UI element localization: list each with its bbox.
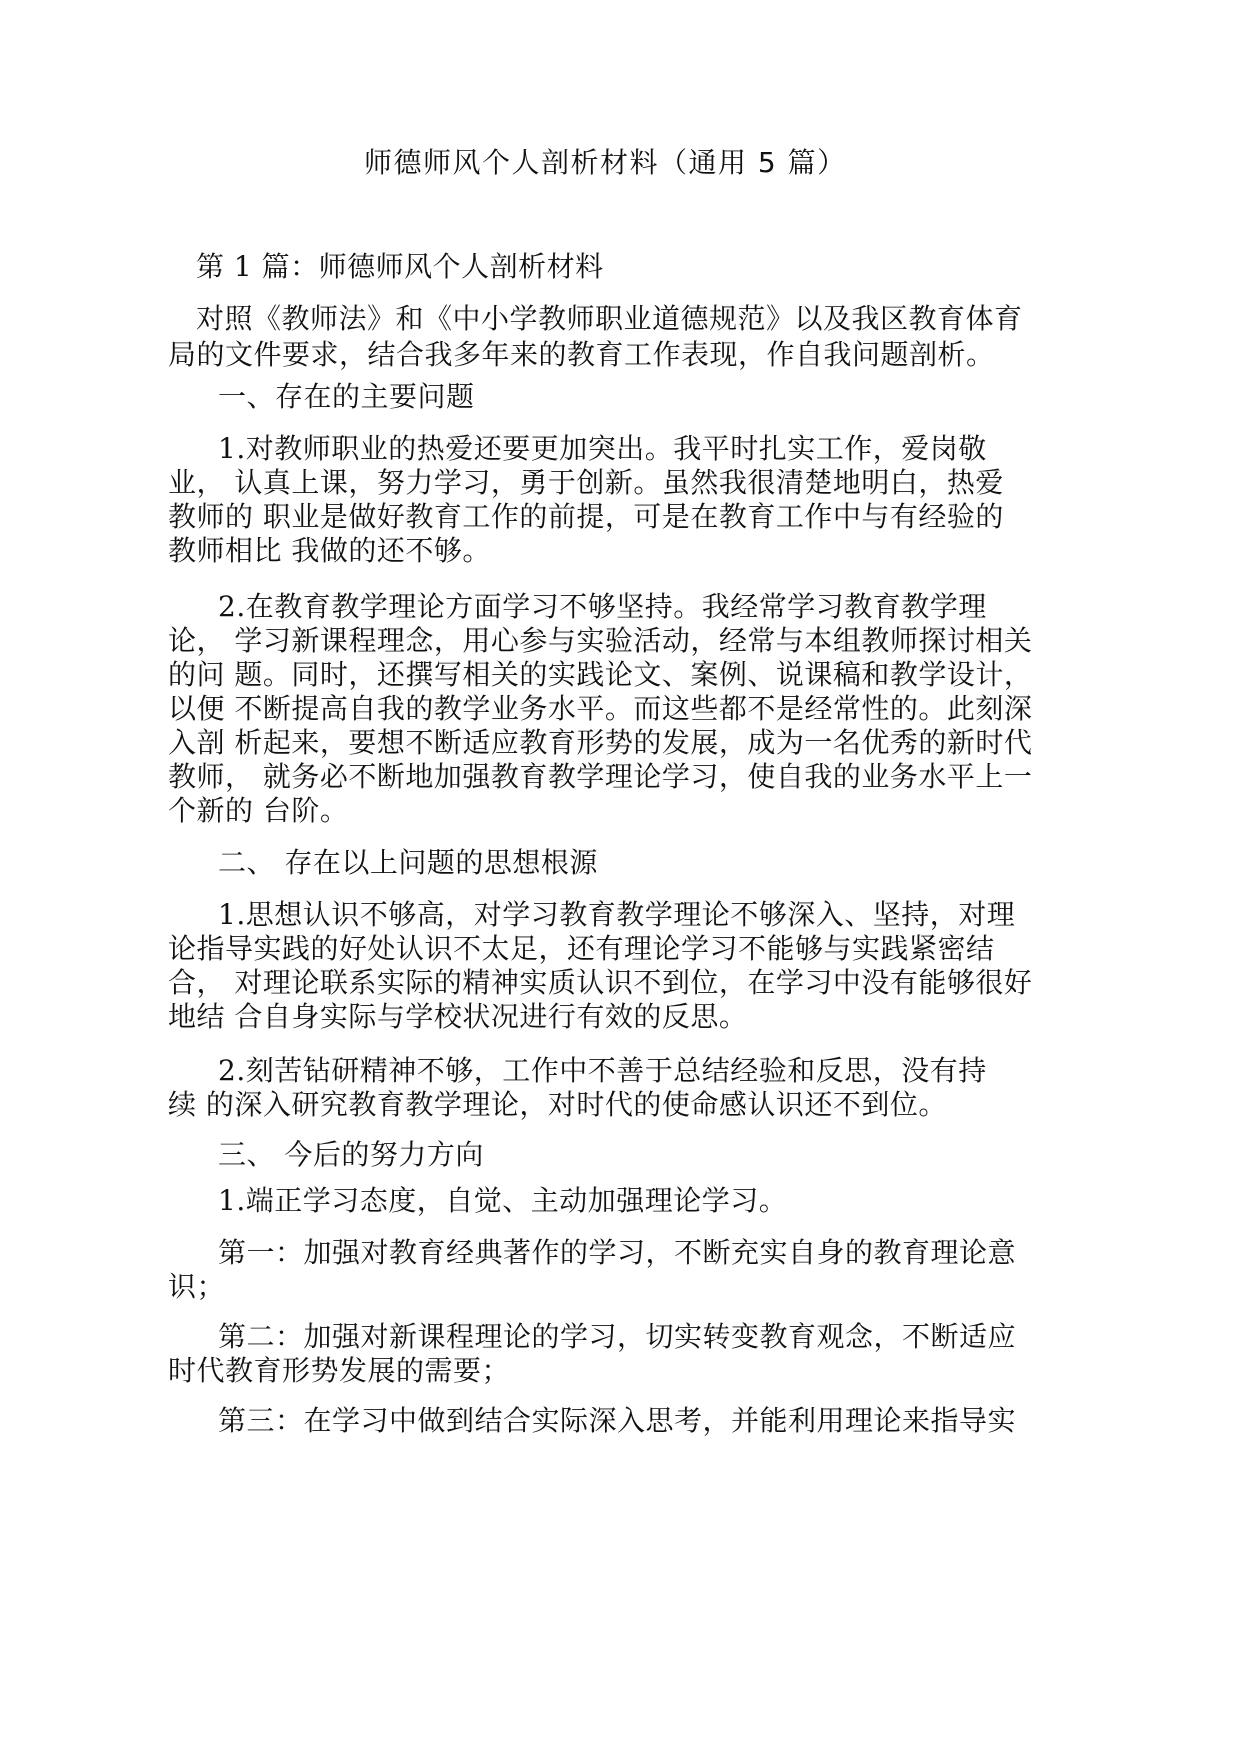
paragraph-line: 教师相比 我做的还不够。 [168,534,491,567]
paragraph-line [218,590,987,624]
chapter-heading [196,250,604,284]
paragraph-line: 识； [168,1270,226,1303]
item-number: 1. [218,898,246,931]
point-text: 加强对新课程理论的学习，切实转变教育观念，不断适应 [303,1320,1017,1353]
intro-line: 对照《教师法》和《中小学教师职业道德规范》以及我区教育体育 [196,302,1023,335]
section-heading: 三、 今后的努力方向 [218,1138,484,1171]
item-text: 思想认识不够高，对学习教育教学理论不够深入、坚持，对理 [245,898,1016,931]
paragraph-line: 入剖 析起来，要想不断适应教育形势的发展，成为一名优秀的新时代 [168,726,1033,759]
document-title: 师德师风个人剖析材料（通用 5 篇） [364,146,847,179]
section-heading: 二、 存在以上问题的思想根源 [218,846,598,879]
chapter-heading-number: 1 [233,250,253,283]
item-text: 刻苦钻研精神不够，工作中不善于总结经验和反思，没有持 [245,1054,987,1087]
paragraph-line: 个新的 台阶。 [168,794,349,827]
item-text: 端正学习态度，自觉、主动加强理论学习。 [245,1184,788,1217]
item-number: 2. [218,590,246,623]
item-number: 2. [218,1054,246,1087]
intro-line: 局的文件要求，结合我多年来的教育工作表现，作自我问题剖析。 [168,338,995,371]
paragraph-line [218,1404,1016,1438]
paragraph-line [218,1054,987,1088]
paragraph-line: 续 的深入研究教育教学理论，对时代的使命感认识还不到位。 [168,1088,947,1121]
paragraph-line: 以便 不断提高自我的教学业务水平。而这些都不是经常性的。此刻深 [168,692,1033,725]
point-label: 第二： [218,1320,304,1353]
paragraph-line: 业， 认真上课，努力学习，勇于创新。虽然我很清楚地明白，热爱 [168,466,1004,499]
item-text: 在教育教学理论方面学习不够坚持。我经常学习教育教学理 [245,590,987,623]
chapter-heading-prefix: 第 [196,250,225,283]
point-text: 加强对教育经典著作的学习，不断充实自身的教育理论意 [303,1236,1017,1269]
paragraph-line: 合， 对理论联系实际的精神实质认识不到位，在学习中没有能够很好 [168,966,1033,999]
point-text: 在学习中做到结合实际深入思考，并能利用理论来指导实 [303,1404,1017,1437]
point-label: 第一： [218,1236,304,1269]
paragraph-line: 教师， 就务必不断地加强教育教学理论学习，使自我的业务水平上一 [168,760,1033,793]
section-heading: 一、存在的主要问题 [218,380,475,413]
paragraph-line [218,898,1015,932]
paragraph-line [218,1320,1016,1354]
paragraph-line: 地结 合自身实际与学校状况进行有效的反思。 [168,1000,748,1033]
item-text: 对教师职业的热爱还要更加突出。我平时扎实工作，爱岗敬 [245,432,987,465]
paragraph-line: 论， 学习新课程理念，用心参与实验活动，经常与本组教师探讨相关 [168,624,1033,657]
paragraph-line [218,1184,787,1218]
paragraph-line: 的问 题。同时，还撰写相关的实践论文、案例、说课稿和教学设计， [168,658,1033,691]
item-number: 1. [218,1184,246,1217]
paragraph-line: 时代教育形势发展的需要； [168,1354,511,1387]
paragraph-line [218,432,987,466]
point-label: 第三： [218,1404,304,1437]
paragraph-line [218,1236,1016,1270]
item-number: 1. [218,432,246,465]
chapter-heading-suffix: 篇：师德师风个人剖析材料 [261,250,604,283]
paragraph-line: 论指导实践的好处认识不太足，还有理论学习不能够与实践紧密结 [168,932,995,965]
paragraph-line: 教师的 职业是做好教育工作的前提，可是在教育工作中与有经验的 [168,500,1004,533]
